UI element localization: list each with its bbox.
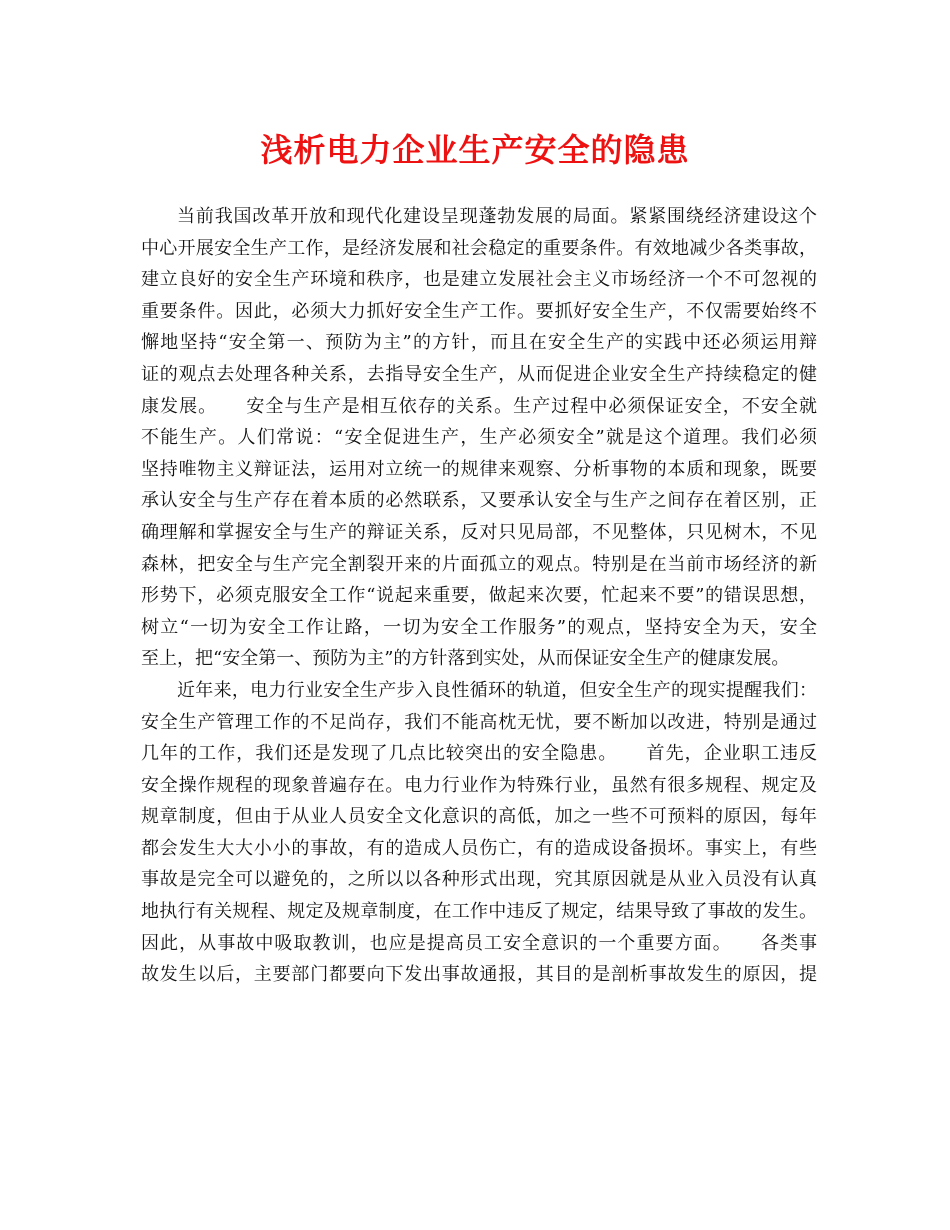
body-line: 因此，从事故中吸取教训，也应是提高员工安全意识的一个重要方面。 各类事 — [141, 932, 817, 954]
body-line: 森林，把安全与生产完全割裂开来的片面孤立的观点。特别是在当前市场经济的新 — [141, 553, 817, 575]
body-line: 中心开展安全生产工作，是经济发展和社会稳定的重要条件。有效地减少各类事故， — [141, 237, 817, 259]
body-line: 证的观点去处理各种关系，去指导安全生产，从而促进企业安全生产持续稳定的健 — [141, 363, 817, 385]
body-line: 形势下，必须克服安全工作“说起来重要，做起来次要，忙起来不要”的错误思想， — [141, 585, 817, 607]
body-line: 故发生以后，主要部门都要向下发出事故通报，其目的是剖析事故发生的原因，提 — [141, 964, 817, 986]
body-line: 地执行有关规程、规定及规章制度，在工作中违反了规定，结果导致了事故的发生。 — [141, 901, 817, 923]
document-title: 浅析电力企业生产安全的隐患 — [260, 131, 690, 169]
body-line: 当前我国改革开放和现代化建设呈现蓬勃发展的局面。紧紧围绕经济建设这个 — [177, 206, 817, 227]
body-line: 承认安全与生产存在着本质的必然联系，又要承认安全与生产之间存在着区别，正 — [141, 490, 817, 512]
body-line: 不能生产。人们常说：“安全促进生产，生产必须安全”就是这个道理。我们必须 — [141, 427, 817, 449]
body-line: 都会发生大大小小的事故，有的造成人员伤亡，有的造成设备损坏。事实上，有些 — [141, 837, 817, 859]
body-line: 安全操作规程的现象普遍存在。电力行业作为特殊行业，虽然有很多规程、规定及 — [141, 774, 817, 796]
body-line: 几年的工作，我们还是发现了几点比较突出的安全隐患。 首先，企业职工违反 — [141, 743, 817, 765]
body-line: 规章制度，但由于从业人员安全文化意识的高低，加之一些不可预料的原因，每年 — [141, 806, 817, 828]
body-line: 事故是完全可以避免的，之所以以各种形式出现，究其原因就是从业入员没有认真 — [141, 869, 817, 891]
body-line: 至上，把“安全第一、预防为主”的方针落到实处，从而保证安全生产的健康发展。 — [141, 648, 790, 670]
body-line: 懈地坚持“安全第一、预防为主”的方针，而且在安全生产的实践中还必须运用辩 — [141, 332, 817, 354]
body-line: 重要条件。因此，必须大力抓好安全生产工作。要抓好安全生产，不仅需要始终不 — [141, 300, 817, 322]
document-body — [141, 201, 817, 991]
body-line: 树立“一切为安全工作让路，一切为安全工作服务”的观点，坚持安全为天，安全 — [141, 616, 817, 638]
body-line: 安全生产管理工作的不足尚存，我们不能高枕无忧，要不断加以改进，特别是通过 — [141, 711, 817, 733]
body-line: 近年来，电力行业安全生产步入良性循环的轨道，但安全生产的现实提醒我们： — [177, 679, 817, 701]
body-line: 确理解和掌握安全与生产的辩证关系，反对只见局部，不见整体，只见树木，不见 — [141, 521, 817, 543]
body-line: 坚持唯物主义辩证法，运用对立统一的规律来观察、分析事物的本质和现象，既要 — [141, 458, 817, 480]
body-line: 建立良好的安全生产环境和秩序，也是建立发展社会主义市场经济一个不可忽视的 — [141, 269, 817, 291]
body-line: 康发展。 安全与生产是相互依存的关系。生产过程中必须保证安全，不安全就 — [141, 395, 817, 417]
